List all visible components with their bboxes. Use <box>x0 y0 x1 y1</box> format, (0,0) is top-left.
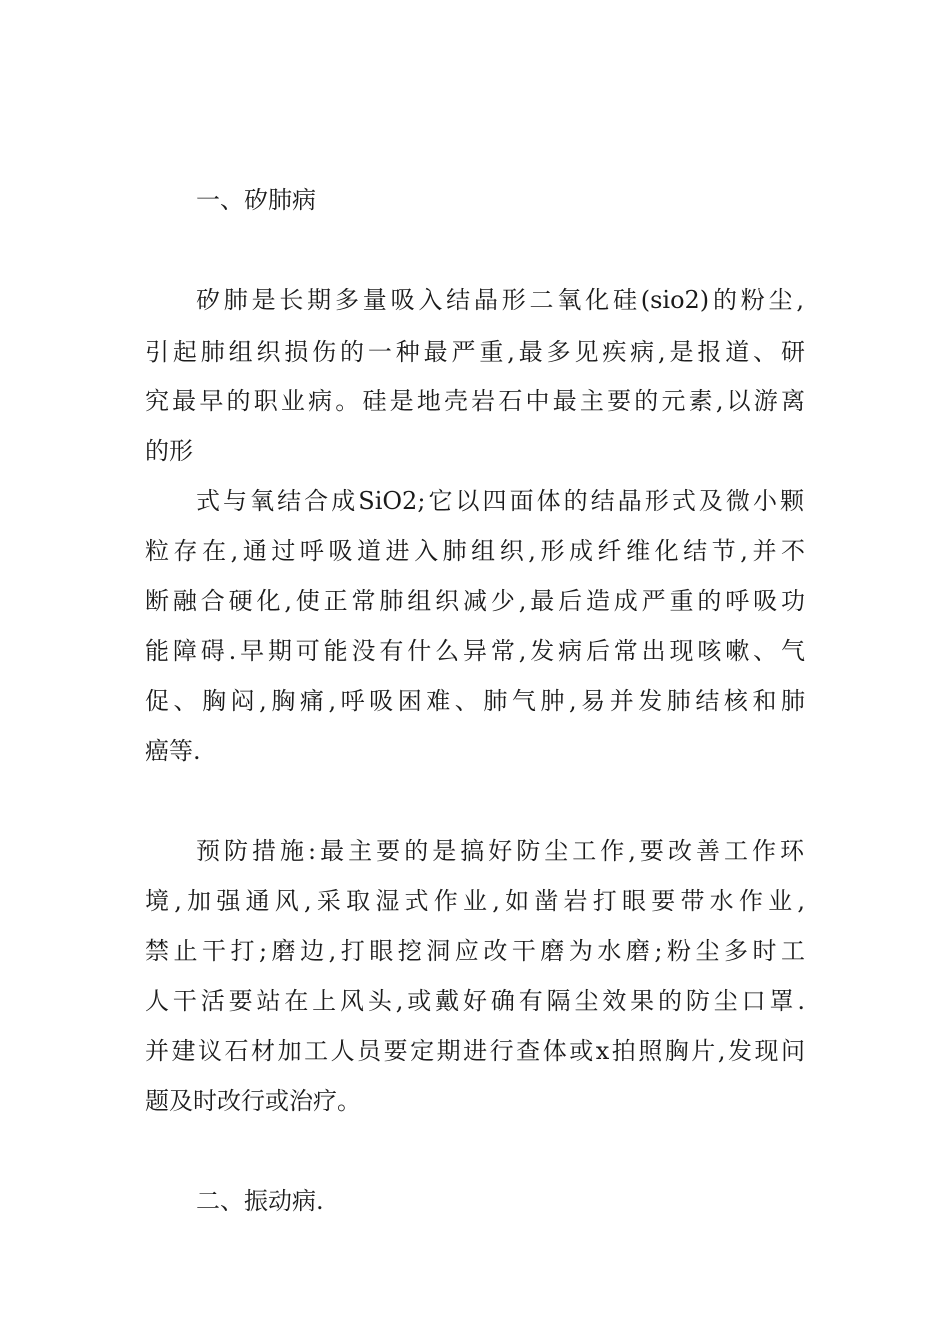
paragraph-line: 断融合硬化,使正常肺组织减少,最后造成严重的呼吸功 <box>145 587 805 615</box>
paragraph-line: 引起肺组织损伤的一种最严重,最多见疾病,是报道、研 <box>145 338 805 366</box>
paragraph-line: 题及时改行或治疗。 <box>145 1087 361 1115</box>
paragraph-line: 的形 <box>145 437 193 465</box>
section-heading-silicosis: 一、矽肺病 <box>196 186 316 214</box>
section-heading-vibration-disease: 二、振动病. <box>196 1187 324 1215</box>
paragraph-line: 癌等. <box>145 737 201 765</box>
paragraph-line: 并建议石材加工人员要定期进行查体或x拍照胸片,发现问 <box>145 1037 805 1065</box>
paragraph-line: 式与氧结合成SiO2;它以四面体的结晶形式及微小颗 <box>196 487 804 515</box>
paragraph-line: 粒存在,通过呼吸道进入肺组织,形成纤维化结节,并不 <box>145 537 805 565</box>
paragraph-line: 矽肺是长期多量吸入结晶形二氧化硅(sio2)的粉尘, <box>196 286 804 314</box>
paragraph-line: 境,加强通风,采取湿式作业,如凿岩打眼要带水作业, <box>145 887 805 915</box>
paragraph-line: 能障碍.早期可能没有什么异常,发病后常出现咳嗽、气 <box>145 637 805 665</box>
paragraph-line: 究最早的职业病。硅是地壳岩石中最主要的元素,以游离 <box>145 387 805 415</box>
paragraph-line: 人干活要站在上风头,或戴好确有隔尘效果的防尘口罩. <box>145 987 805 1015</box>
paragraph-line: 预防措施:最主要的是搞好防尘工作,要改善工作环 <box>196 837 804 865</box>
paragraph-line: 禁止干打;磨边,打眼挖洞应改干磨为水磨;粉尘多时工 <box>145 937 805 965</box>
paragraph-line: 促、胸闷,胸痛,呼吸困难、肺气肿,易并发肺结核和肺 <box>145 687 805 715</box>
